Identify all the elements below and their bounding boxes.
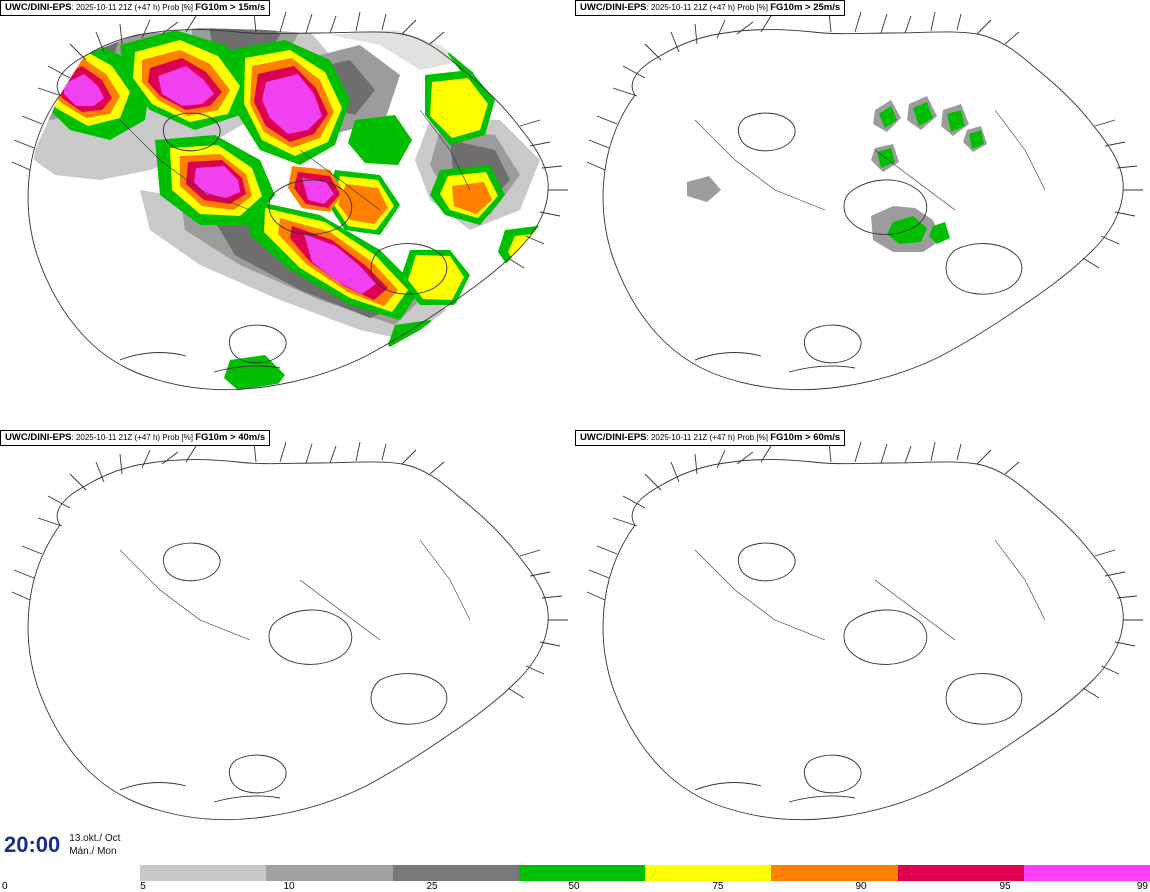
- valid-time-clock: 20:00: [4, 832, 61, 857]
- panel-model-label: UWC/DINI-EPS: [5, 2, 72, 13]
- panel-run-label: : 2025-10-11 21Z (+47 h) Prob [%]: [646, 433, 771, 442]
- panel-run-label: : 2025-10-11 21Z (+47 h) Prob [%]: [646, 3, 771, 12]
- colorbar-swatch-4: [645, 865, 771, 881]
- colorbar-tick-8: 99: [1136, 881, 1148, 892]
- panel-title-15ms: [0, 0, 270, 16]
- map-panel-25ms[interactable]: [575, 0, 1150, 430]
- colorbar-tick-0: 0: [2, 881, 8, 892]
- map-panel-15ms[interactable]: [0, 0, 575, 430]
- colorbar-swatch-7: [1024, 865, 1150, 881]
- colorbar-swatch-0: [140, 865, 266, 881]
- map-canvas-25ms[interactable]: [575, 0, 1150, 430]
- panel-run-label: : 2025-10-11 21Z (+47 h) Prob [%]: [71, 3, 196, 12]
- valid-date-block: [69, 832, 120, 858]
- panel-variable-label: FG10m > 60m/s: [770, 432, 841, 443]
- map-canvas-15ms[interactable]: [0, 0, 575, 430]
- panel-variable-label: FG10m > 40m/s: [195, 432, 266, 443]
- colorbar-tick-2: 10: [283, 881, 295, 892]
- panel-model-label: UWC/DINI-EPS: [580, 432, 647, 443]
- colorbar-swatch-1: [266, 865, 392, 881]
- panel-title-25ms: [575, 0, 845, 16]
- colorbar-tick-1: 5: [140, 881, 146, 892]
- panel-title-60ms: [575, 430, 845, 446]
- map-panel-60ms[interactable]: [575, 430, 1150, 860]
- map-panel-40ms[interactable]: [0, 430, 575, 860]
- panel-run-label: : 2025-10-11 21Z (+47 h) Prob [%]: [71, 433, 196, 442]
- colorbar-swatch-3: [519, 865, 645, 881]
- colorbar-tick-3: 25: [426, 881, 438, 892]
- colorbar: [0, 865, 1150, 891]
- panel-variable-label: FG10m > 25m/s: [770, 2, 841, 13]
- valid-weekday: Mán./ Mon: [69, 846, 117, 857]
- panel-model-label: UWC/DINI-EPS: [580, 2, 647, 13]
- colorbar-tick-5: 75: [712, 881, 724, 892]
- colorbar-tick-6: 90: [855, 881, 867, 892]
- colorbar-swatch-6: [898, 865, 1024, 881]
- valid-time-block: [0, 825, 140, 865]
- map-canvas-60ms[interactable]: [575, 430, 1150, 860]
- panel-title-40ms: [0, 430, 270, 446]
- colorbar-tick-labels: [0, 881, 1150, 891]
- panel-model-label: UWC/DINI-EPS: [5, 432, 72, 443]
- colorbar-swatch-5: [771, 865, 897, 881]
- colorbar-tick-7: 95: [999, 881, 1011, 892]
- colorbar-tick-4: 50: [568, 881, 580, 892]
- valid-date: 13.okt./ Oct: [69, 833, 121, 844]
- panel-variable-label: FG10m > 15m/s: [195, 2, 266, 13]
- colorbar-gradient: [140, 865, 1150, 881]
- colorbar-swatch-2: [393, 865, 519, 881]
- map-canvas-40ms[interactable]: [0, 430, 575, 860]
